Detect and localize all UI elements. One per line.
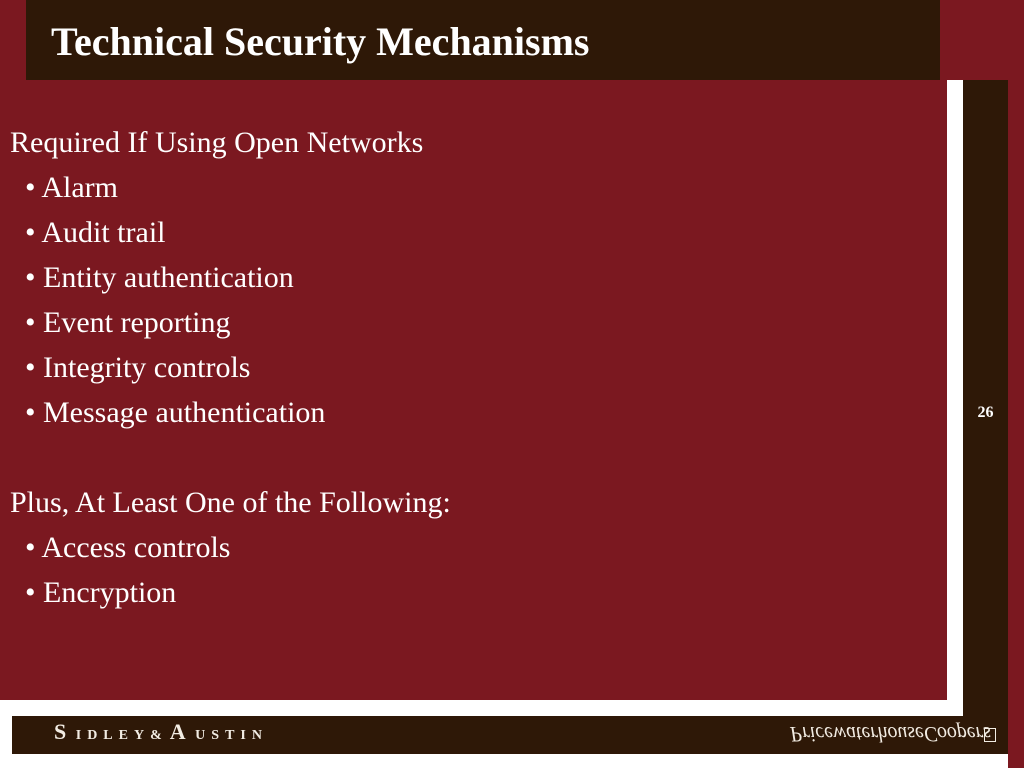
spacer: [10, 435, 451, 480]
slide-number: 26: [977, 404, 994, 421]
list-item-message-authentication: • Message authentication: [25, 396, 326, 429]
list-item-access-controls: • Access controls: [25, 531, 231, 564]
list-item-alarm: • Alarm: [25, 171, 118, 204]
list-item-audit-trail: • Audit trail: [25, 216, 166, 249]
list-item-encryption: • Encryption: [25, 576, 177, 609]
list-item-event-reporting: • Event reporting: [25, 306, 231, 339]
section-heading-plus: Plus, At Least One of the Following:: [10, 486, 451, 519]
slide-body: [10, 120, 451, 615]
sidley-austin-logo: S IDLEY& A USTIN: [54, 719, 268, 744]
slide-title: Technical Security Mechanisms: [51, 19, 590, 64]
pwc-logo-mark-icon: [984, 728, 996, 742]
section-heading-required: Required If Using Open Networks: [10, 126, 424, 159]
right-accent-band: [1008, 80, 1024, 768]
list-item-integrity-controls: • Integrity controls: [25, 351, 251, 384]
title-bar: [26, 0, 940, 80]
pricewaterhousecoopers-logo: [790, 721, 991, 747]
pwc-logo-text: PricewaterhouseCoopers: [790, 722, 991, 747]
footer-bar: [12, 716, 1008, 754]
list-item-entity-authentication: • Entity authentication: [25, 261, 294, 294]
